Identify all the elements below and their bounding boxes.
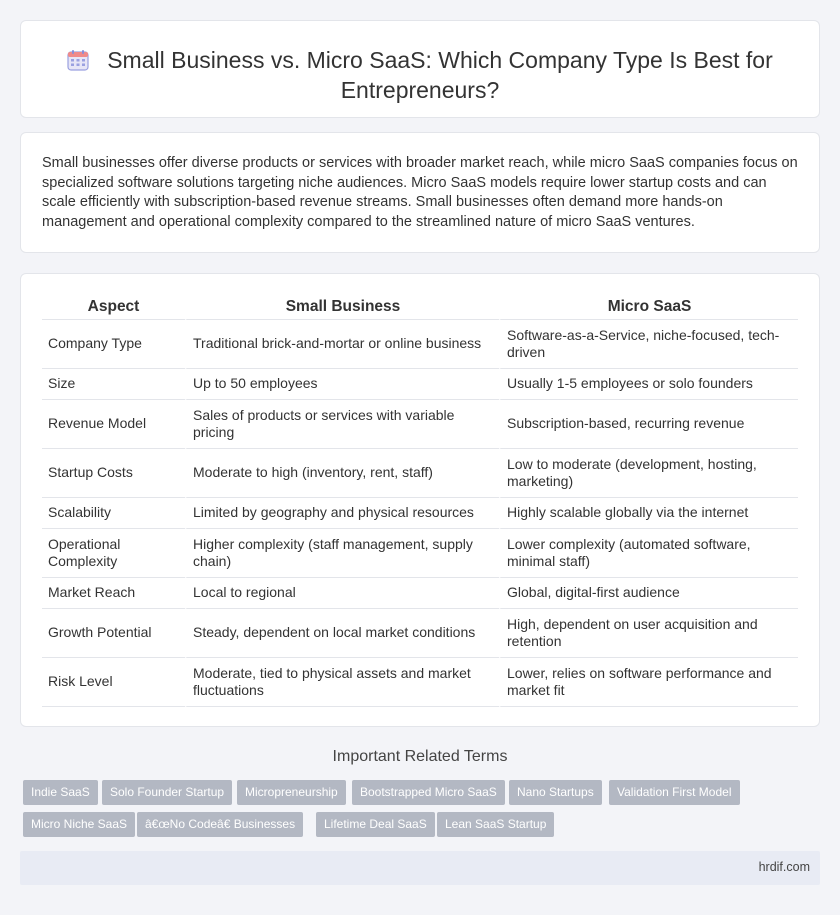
table-header-cell: Aspect	[42, 298, 185, 320]
micro-saas-cell: Highly scalable globally via the internet	[499, 498, 798, 529]
micro-saas-cell: Low to moderate (development, hosting, marketing)	[499, 449, 798, 498]
calendar-icon	[67, 49, 89, 71]
small-business-cell: Steady, dependent on local market conditions	[185, 609, 499, 658]
aspect-cell: Revenue Model	[42, 400, 185, 449]
table-header-cell: Small Business	[185, 298, 499, 320]
aspect-cell: Operational Complexity	[42, 529, 185, 578]
table-row	[42, 578, 798, 609]
comparison-table	[42, 298, 798, 707]
related-term-tag[interactable]: â€œNo Codeâ€ Businesses	[137, 812, 303, 837]
title-card	[20, 20, 820, 118]
table-header-cell: Micro SaaS	[499, 298, 798, 320]
related-term-tag[interactable]: Indie SaaS	[23, 780, 98, 805]
micro-saas-cell: High, dependent on user acquisition and retention	[499, 609, 798, 658]
related-term-tag[interactable]: Lean SaaS Startup	[437, 812, 554, 837]
related-term-tag[interactable]: Micro Niche SaaS	[23, 812, 135, 837]
micro-saas-cell: Usually 1-5 employees or solo founders	[499, 369, 798, 400]
micro-saas-cell: Lower, relies on software performance and market fit	[499, 658, 798, 707]
small-business-cell: Higher complexity (staff management, supply chain)	[185, 529, 499, 578]
related-term-tag[interactable]: Bootstrapped Micro SaaS	[352, 780, 505, 805]
small-business-cell: Limited by geography and physical resources	[185, 498, 499, 529]
table-row	[42, 400, 798, 449]
aspect-cell: Market Reach	[42, 578, 185, 609]
table-row	[42, 609, 798, 658]
related-term-tag[interactable]: Validation First Model	[609, 780, 740, 805]
small-business-cell: Moderate to high (inventory, rent, staff)	[185, 449, 499, 498]
comparison-table-card	[20, 273, 820, 727]
related-term-tag[interactable]: Nano Startups	[509, 780, 602, 805]
related-term-tag[interactable]: Lifetime Deal SaaS	[316, 812, 435, 837]
table-row	[42, 449, 798, 498]
aspect-cell: Size	[42, 369, 185, 400]
aspect-cell: Growth Potential	[42, 609, 185, 658]
related-term-tag[interactable]: Micropreneurship	[237, 780, 346, 805]
page-title: Small Business vs. Micro SaaS: Which Company Type Is Best for Entrepreneurs?	[107, 47, 773, 103]
small-business-cell: Moderate, tied to physical assets and market fluctuations	[185, 658, 499, 707]
summary-card	[20, 132, 820, 253]
related-term-tag[interactable]: Solo Founder Startup	[102, 780, 232, 805]
footer-site[interactable]: hrdif.com	[758, 860, 810, 874]
table-row	[42, 369, 798, 400]
aspect-cell: Startup Costs	[42, 449, 185, 498]
aspect-cell: Risk Level	[42, 658, 185, 707]
table-row	[42, 658, 798, 707]
page-title-wrap	[21, 45, 819, 105]
aspect-cell: Scalability	[42, 498, 185, 529]
small-business-cell: Up to 50 employees	[185, 369, 499, 400]
micro-saas-cell: Global, digital-first audience	[499, 578, 798, 609]
small-business-cell: Local to regional	[185, 578, 499, 609]
small-business-cell: Traditional brick-and-mortar or online business	[185, 320, 499, 369]
related-terms-title: Important Related Terms	[332, 748, 508, 765]
footer	[20, 851, 820, 885]
micro-saas-cell: Software-as-a-Service, niche-focused, tech-driven	[499, 320, 798, 369]
micro-saas-cell: Subscription-based, recurring revenue	[499, 400, 798, 449]
micro-saas-cell: Lower complexity (automated software, minimal staff)	[499, 529, 798, 578]
small-business-cell: Sales of products or services with variable pricing	[185, 400, 499, 449]
table-header-row	[42, 298, 798, 320]
summary-text: Small businesses offer diverse products or services with broader market reach, while micro SaaS companies focus on specialized software solutions targeting niche audiences. Micro SaaS models require lower startup costs and can scale efficiently with subscription-based revenue streams. Small businesses often demand more hands-on management and operational complexity compared to the streamlined nature of micro SaaS ventures.	[42, 155, 798, 230]
aspect-cell: Company Type	[42, 320, 185, 369]
table-row	[42, 320, 798, 369]
table-row	[42, 498, 798, 529]
table-row	[42, 529, 798, 578]
